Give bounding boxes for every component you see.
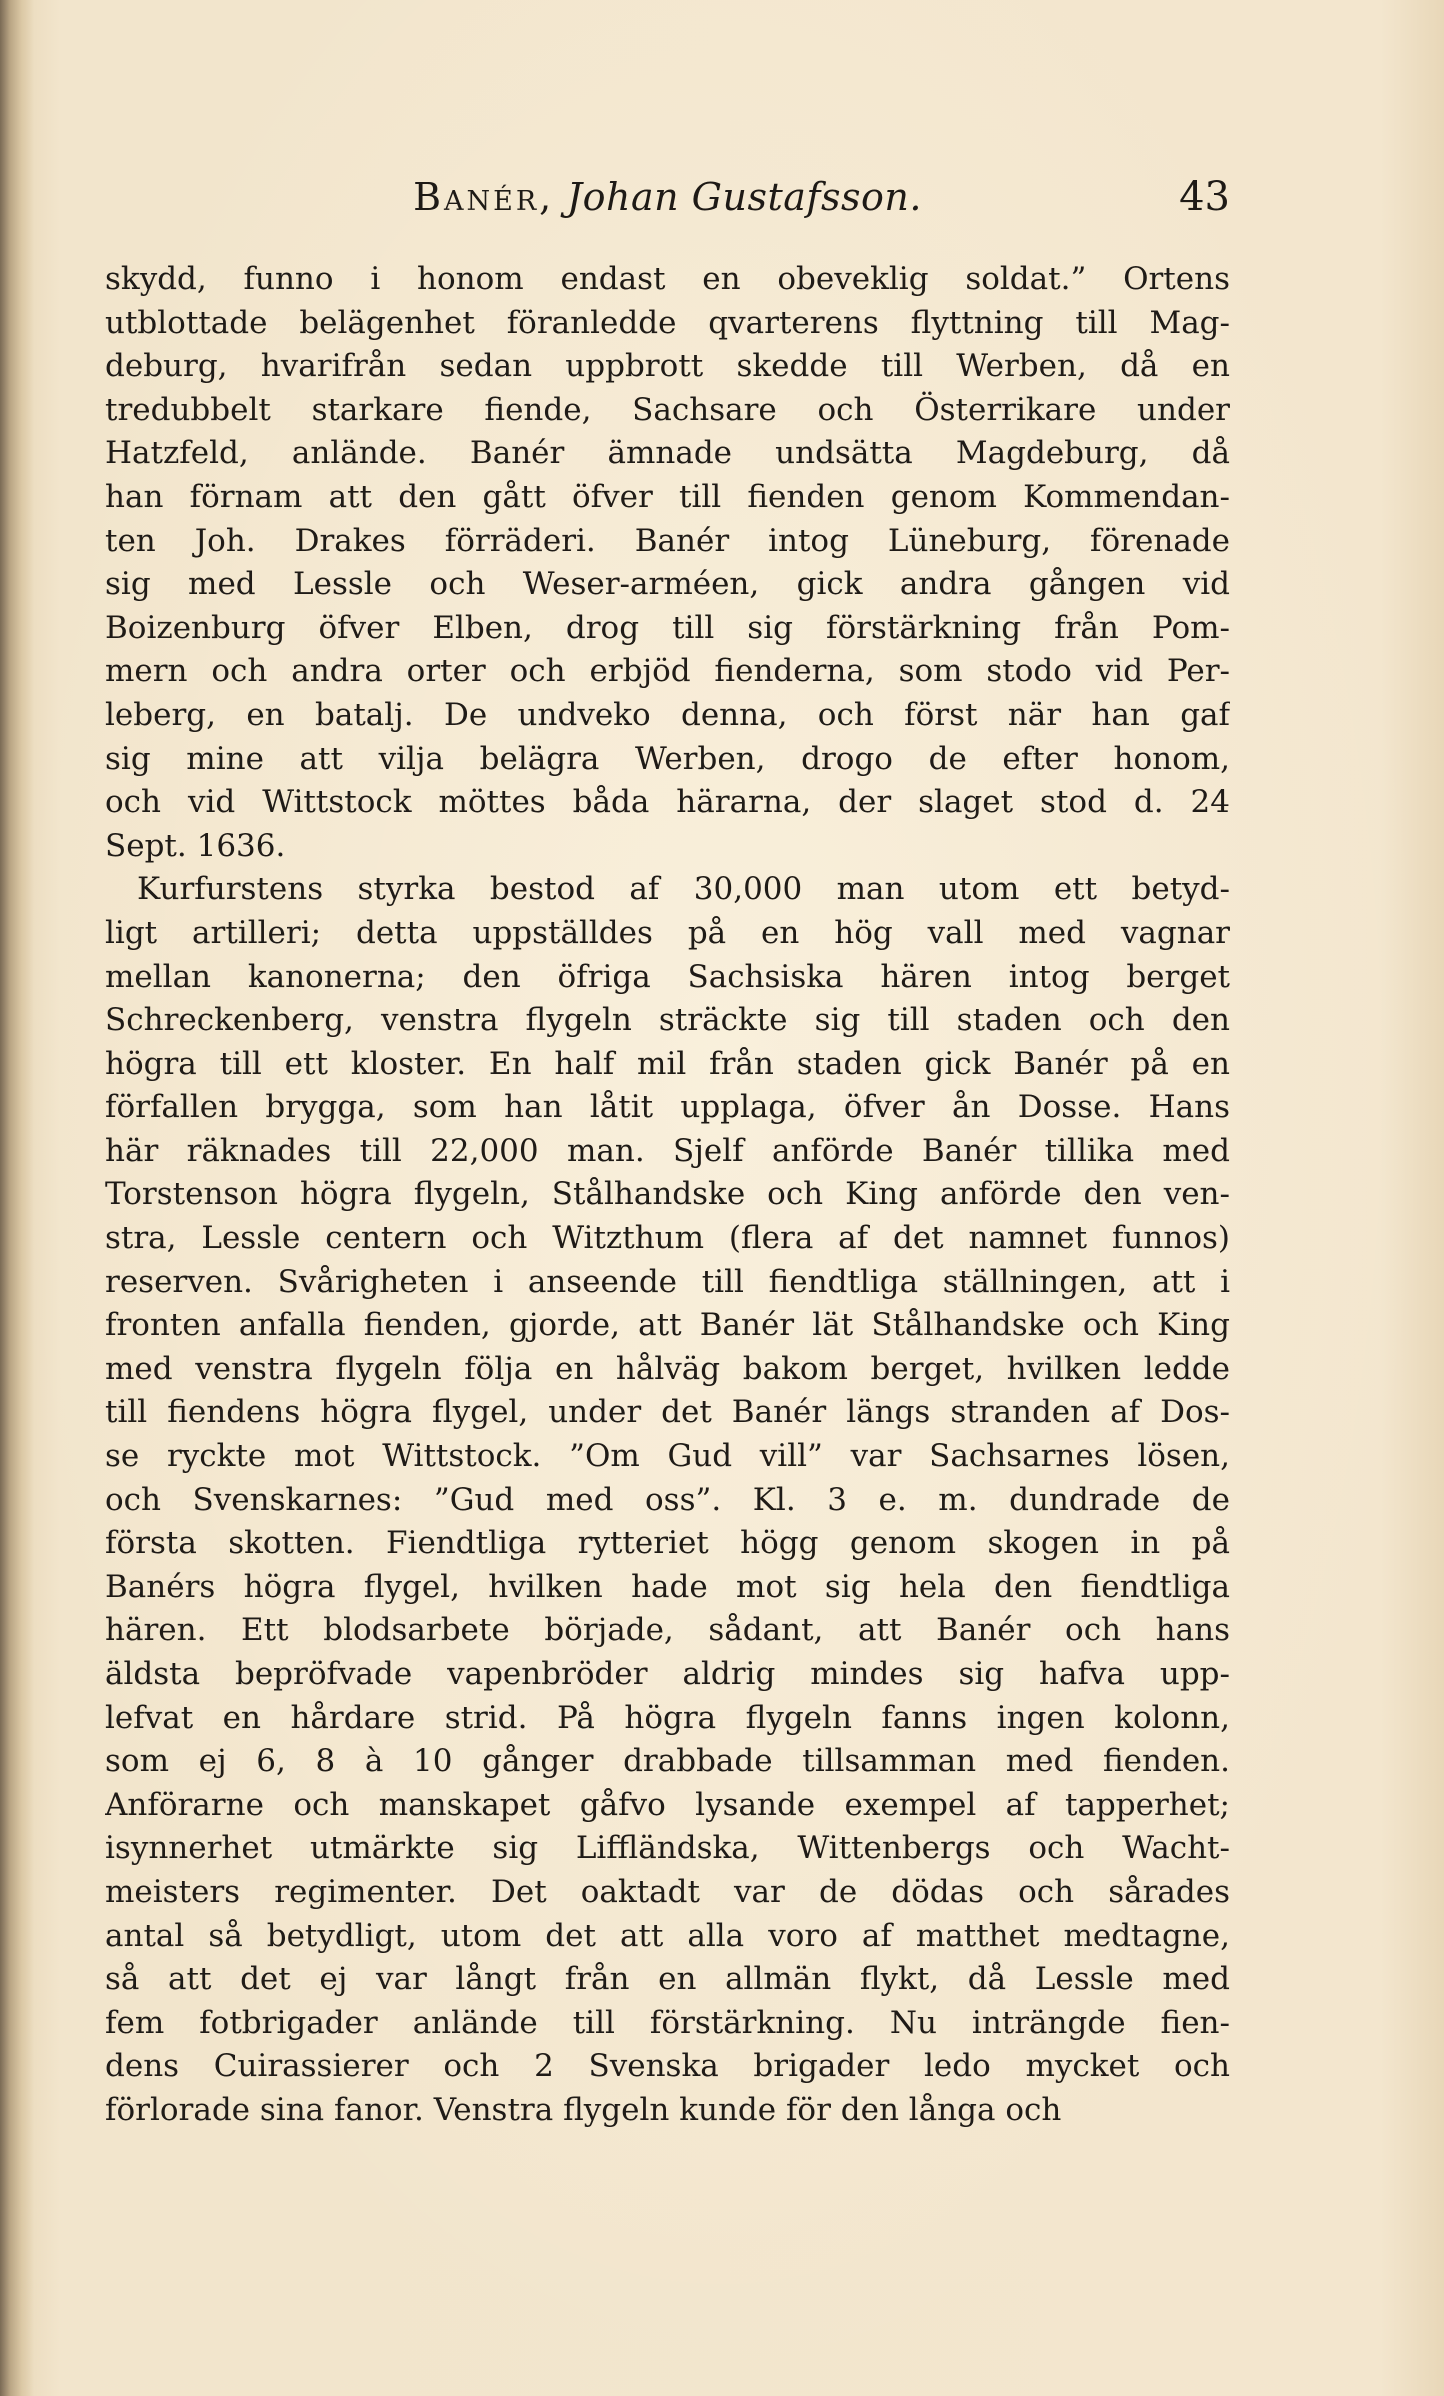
text-line: tredubbelt starkare fiende, Sachsare och Österrikare under [105, 391, 1230, 428]
text-line: och vid Wittstock möttes båda härarna, der slaget stod d. 24 [105, 784, 1230, 821]
running-title [105, 172, 1230, 222]
text-line: första skotten. Fiendtliga rytteriet högg genom skogen in på [105, 1525, 1230, 1562]
text-line: han förnam att den gått öfver till fienden genom Kommendan- [105, 478, 1230, 515]
text-line: fronten anfalla fienden, gjorde, att Banér lät Stålhandske och King [105, 1307, 1230, 1344]
text-line: stra, Lessle centern och Witzthum (flera af det namnet funnos) [105, 1220, 1230, 1257]
text-line: skydd, funno i honom endast en obeveklig soldat.” Ortens [105, 261, 1230, 297]
text-line: här räknades till 22,000 man. Sjelf anförde Banér tillika med [105, 1132, 1230, 1169]
page-number: 43 [1179, 174, 1230, 220]
text-line: lefvat en hårdare strid. På högra flygeln fanns ingen kolonn, [105, 1699, 1230, 1736]
text-line: ten Joh. Drakes förräderi. Banér intog Lüneburg, förenade [105, 522, 1230, 559]
text-line: högra till ett kloster. En half mil från staden gick Banér på en [105, 1045, 1230, 1082]
text-line: se ryckte mot Wittstock. ”Om Gud vill” var Sachsarnes lösen, [105, 1438, 1230, 1475]
page-spine-shadow [0, 0, 34, 2396]
text-line: Torstenson högra flygeln, Stålhandske och King anförde den ven- [105, 1176, 1230, 1213]
body-text [105, 258, 1230, 2133]
text-line: med venstra flygeln följa en hålväg bakom berget, hvilken ledde [105, 1350, 1230, 1387]
running-header [105, 172, 1230, 222]
text-line: isynnerhet utmärkte sig Liffländska, Wittenbergs och Wacht- [105, 1830, 1230, 1867]
text-line: till fiendens högra flygel, under det Banér längs stranden af Dos- [105, 1394, 1230, 1431]
text-line: ligt artilleri; detta uppställdes på en hög vall med vagnar [105, 914, 1230, 951]
text-line: antal så betydligt, utom det att alla voro af matthet medtagne, [105, 1917, 1230, 1954]
text-line: hären. Ett blodsarbete började, sådant, att Banér och hans [105, 1612, 1230, 1649]
text-line: sig mine att vilja belägra Werben, drogo de efter honom, [105, 740, 1230, 777]
header-given-name: Johan Gustafsson. [566, 175, 922, 219]
text-line: sig med Lessle och Weser-arméen, gick andra gången vid [105, 566, 1230, 603]
text-line: Anförarne och manskapet gåfvo lysande exempel af tapperhet; [105, 1786, 1230, 1823]
text-line: utblottade belägenhet föranledde qvarterens flyttning till Mag- [105, 304, 1230, 341]
text-line: dens Cuirassierer och 2 Svenska brigader ledo mycket och [105, 2048, 1230, 2085]
text-line: Hatzfeld, anlände. Banér ämnade undsätta Magdeburg, då [105, 435, 1230, 472]
text-line: som ej 6, 8 à 10 gånger drabbade tillsamman med fienden. [105, 1743, 1230, 1780]
text-line: leberg, en batalj. De undveko denna, och först när han gaf [105, 696, 1230, 733]
text-line: mellan kanonerna; den öfriga Sachsiska hären intog berget [105, 958, 1230, 995]
text-line: förfallen brygga, som han låtit upplaga, öfver ån Dosse. Hans [105, 1089, 1230, 1126]
text-line: äldsta bepröfvade vapenbröder aldrig mindes sig hafva upp- [105, 1656, 1230, 1692]
text-line: mern och andra orter och erbjöd fienderna, som stodo vid Per- [105, 653, 1230, 690]
text-line: Kurfurstens styrka bestod af 30,000 man utom ett betyd- [137, 871, 1230, 908]
text-line: Schreckenberg, venstra flygeln sträckte sig till staden och den [105, 1002, 1230, 1039]
text-line: Sept. 1636. [105, 827, 286, 864]
text-line: meisters regimenter. Det oaktadt var de dödas och sårades [105, 1873, 1230, 1910]
text-line: förlorade sina fanor. Venstra flygeln kunde för den långa och [105, 2091, 1062, 2128]
text-line: så att det ej var långt från en allmän flykt, då Lessle med [105, 1961, 1230, 1998]
text-line: Banérs högra flygel, hvilken hade mot sig hela den fiendtliga [105, 1568, 1230, 1605]
header-surname: Banér, [413, 175, 555, 219]
text-line: Boizenburg öfver Elben, drog till sig förstärkning från Pom- [105, 609, 1230, 646]
text-line: fem fotbrigader anlände till förstärkning. Nu inträngde fien- [105, 2004, 1230, 2041]
text-line: och Svenskarnes: ”Gud med oss”. Kl. 3 e. m. dundrade de [105, 1481, 1230, 1518]
text-line: deburg, hvarifrån sedan uppbrott skedde till Werben, då en [105, 348, 1230, 385]
text-line: reserven. Svårigheten i anseende till fiendtliga ställningen, att i [105, 1263, 1230, 1300]
